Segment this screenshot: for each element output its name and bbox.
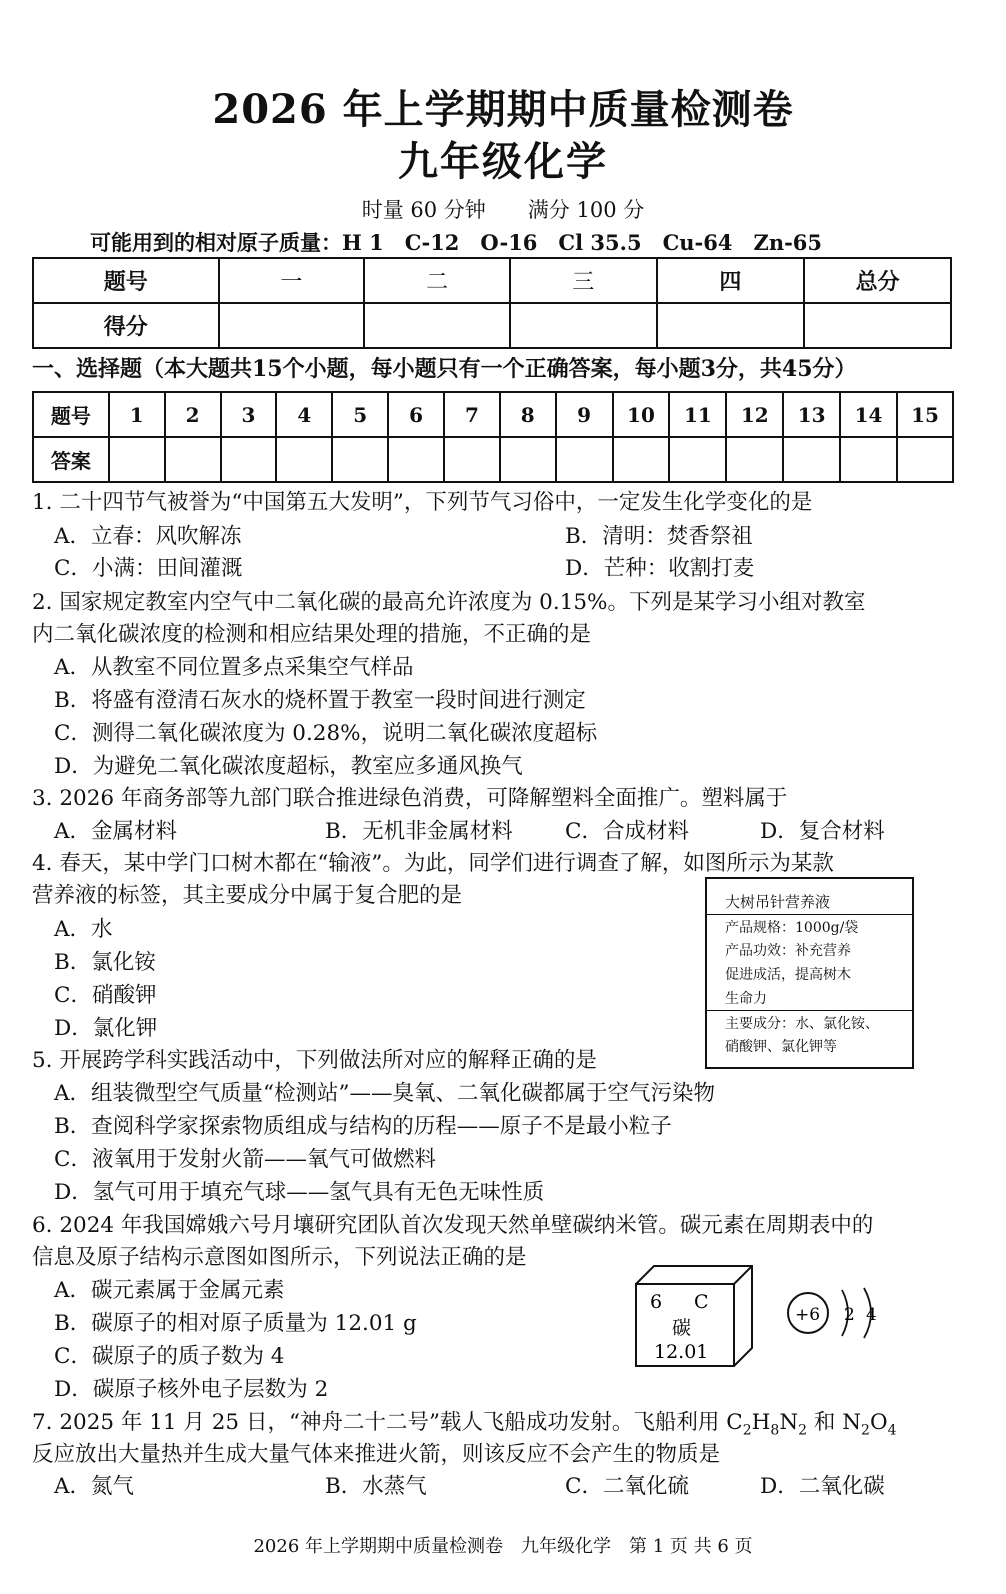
nutrient-label-figure: [705, 877, 914, 1069]
q4-stem-line-2: 营养液的标签，其主要成分中属于复合肥的是: [32, 883, 463, 908]
q5-option-a: A．组装微型空气质量“检测站”——臭氧、二氧化碳都属于空气污染物: [54, 1081, 716, 1106]
answer-input-cell[interactable]: [444, 437, 500, 482]
score-input-cell[interactable]: [804, 303, 951, 348]
answer-header-cell: 题号: [33, 392, 109, 437]
q7-option-c: C．二氧化硫: [565, 1474, 689, 1499]
answer-input-cell[interactable]: [276, 437, 332, 482]
answer-row-label: 答案: [33, 437, 109, 482]
answer-input-cell[interactable]: [109, 437, 165, 482]
nutrient-label-title: 大树吊针营养液: [725, 893, 831, 911]
answer-input-cell[interactable]: [840, 437, 897, 482]
q3-option-a: A．金属材料: [54, 819, 178, 844]
answer-header-cell: 8: [500, 392, 556, 437]
formula-subscript: 8: [770, 1422, 780, 1439]
nutrient-label-effect-3: 生命力: [725, 991, 767, 1007]
answer-table-answer-row: [33, 437, 953, 482]
element-name: 碳: [672, 1317, 692, 1339]
answer-header-cell: 12: [726, 392, 783, 437]
score-input-cell[interactable]: [510, 303, 657, 348]
q7-option-b: B．水蒸气: [325, 1474, 427, 1499]
element-symbol: C: [694, 1291, 709, 1313]
answer-input-cell[interactable]: [332, 437, 388, 482]
q1-option-b: B．清明：焚香祭祖: [565, 524, 753, 549]
score-input-cell[interactable]: [219, 303, 365, 348]
answer-header-cell: 1: [109, 392, 165, 437]
formula-subscript: 2: [861, 1422, 870, 1439]
q5-stem: 5. 开展跨学科实践活动中，下列做法所对应的解释正确的是: [32, 1048, 597, 1073]
score-header-cell: 总分: [804, 258, 951, 303]
q2-option-a: A．从教室不同位置多点采集空气样品: [54, 655, 414, 680]
answer-header-cell: 5: [332, 392, 388, 437]
score-table: [32, 257, 952, 349]
q4-option-b: B．氯化铵: [54, 950, 156, 975]
exam-title: 2026 年上学期期中质量检测卷: [212, 86, 794, 133]
answer-table-header-row: [33, 392, 953, 437]
time-score-line: 时量 60 分钟 满分 100 分: [361, 198, 645, 222]
answer-header-cell: 10: [613, 392, 670, 437]
q2-option-b: B．将盛有澄清石灰水的烧杯置于教室一段时间进行测定: [54, 688, 586, 713]
answer-header-cell: 11: [669, 392, 726, 437]
carbon-atom-structure-diagram: [780, 1282, 890, 1352]
q3-option-c: C．合成材料: [565, 819, 689, 844]
score-table-header-row: [33, 258, 951, 303]
q6-option-b: B．碳原子的相对原子质量为 12.01 g: [54, 1311, 417, 1336]
q2-stem-line-1: 2. 国家规定教室内空气中二氧化碳的最高允许浓度为 0.15%。下列是某学习小组对教室: [32, 590, 866, 615]
q5-option-d: D．氢气可用于填充气球——氢气具有无色无味性质: [54, 1180, 545, 1205]
q4-option-c: C．硝酸钾: [54, 983, 157, 1008]
electron-shell-2-count: 4: [866, 1305, 877, 1325]
formula-subscript: 4: [887, 1422, 897, 1439]
q3-stem: 3. 2026 年商务部等九部门联合推进绿色消费，可降解塑料全面推广。塑料属于: [32, 786, 788, 811]
formula-element: H: [751, 1410, 771, 1435]
element-atomic-number: 6: [650, 1291, 663, 1313]
q1-option-d: D．芒种：收割打麦: [565, 556, 755, 581]
nutrient-label-ingredients-1: 主要成分：水、氯化铵、: [725, 1016, 879, 1032]
label-divider: [707, 1010, 912, 1011]
nutrient-label-ingredients-2: 硝酸钾、氯化钾等: [725, 1039, 837, 1055]
nutrient-label-effect-1: 产品功效：补充营养: [725, 943, 851, 959]
answer-table: [32, 391, 954, 483]
label-divider: [707, 914, 912, 915]
q3-option-d: D．复合材料: [760, 819, 885, 844]
answer-header-cell: 2: [165, 392, 221, 437]
q6-option-d: D．碳原子核外电子层数为 2: [54, 1377, 329, 1402]
q4-option-d: D．氯化钾: [54, 1016, 158, 1041]
answer-input-cell[interactable]: [726, 437, 783, 482]
q4-option-a: A．水: [54, 917, 113, 942]
q7-option-d: D．二氧化碳: [760, 1474, 885, 1499]
answer-input-cell[interactable]: [556, 437, 613, 482]
answer-input-cell[interactable]: [388, 437, 444, 482]
q1-option-a: A．立春：风吹解冻: [54, 524, 242, 549]
formula-element: O: [869, 1410, 888, 1435]
element-relative-mass: 12.01: [654, 1341, 709, 1363]
q1-option-c: C．小满：田间灌溉: [54, 556, 243, 581]
q5-option-b: B．查阅科学家探索物质组成与结构的历程——原子不是最小粒子: [54, 1114, 672, 1139]
q6-option-c: C．碳原子的质子数为 4: [54, 1344, 285, 1369]
electron-shell-1-count: 2: [844, 1305, 855, 1325]
atomic-masses-line: 可能用到的相对原子质量：H 1 C-12 O-16 Cl 35.5 Cu-64 Zn-65: [90, 230, 823, 255]
q3-option-b: B．无机非金属材料: [325, 819, 513, 844]
q2-option-c: C．测得二氧化碳浓度为 0.28%，说明二氧化碳浓度超标: [54, 721, 598, 746]
answer-input-cell[interactable]: [669, 437, 726, 482]
formula-element: N: [779, 1410, 799, 1435]
score-input-cell[interactable]: [364, 303, 510, 348]
q1-stem: 1. 二十四节气被誉为“中国第五大发明”，下列节气习俗中，一定发生化学变化的是: [32, 490, 813, 515]
q6-stem-line-1: 6. 2024 年我国嫦娥六号月壤研究团队首次发现天然单壁碳纳米管。碳元素在周期表中的: [32, 1213, 874, 1238]
section-1-title: 一、选择题（本大题共15个小题，每小题只有一个正确答案，每小题3分，共45分）: [32, 356, 857, 382]
q7-stem-line-2: 反应放出大量热并生成大量气体来推进火箭，则该反应不会产生的物质是: [32, 1442, 721, 1467]
score-table-score-row: [33, 303, 951, 348]
score-header-cell: 二: [364, 258, 510, 303]
q6-stem-line-2: 信息及原子结构示意图如图所示，下列说法正确的是: [32, 1245, 527, 1270]
formula-subscript: 2: [798, 1422, 808, 1439]
score-row-label: 得分: [33, 303, 219, 348]
carbon-element-cell: [630, 1262, 760, 1372]
nutrient-label-spec: 产品规格：1000g/袋: [725, 920, 859, 936]
q2-stem-line-2: 内二氧化碳浓度的检测和相应结果处理的措施，不正确的是: [32, 622, 592, 647]
answer-header-cell: 9: [556, 392, 613, 437]
q7-stem-text: 7. 2025 年 11 月 25 日，“神舟二十二号”载人飞船成功发射。飞船利用 C: [32, 1410, 743, 1435]
formula-subscript: 2: [742, 1422, 752, 1439]
q2-option-d: D．为避免二氧化碳浓度超标，教室应多通风换气: [54, 754, 523, 779]
page-footer: 2026 年上学期期中质量检测卷 九年级化学 第 1 页 共 6 页: [253, 1536, 753, 1557]
score-header-cell: 一: [219, 258, 365, 303]
answer-header-cell: 3: [221, 392, 277, 437]
answer-header-cell: 15: [897, 392, 953, 437]
q6-option-a: A．碳元素属于金属元素: [54, 1278, 285, 1303]
score-header-cell: 三: [510, 258, 657, 303]
nucleus-charge: +6: [795, 1305, 821, 1325]
answer-input-cell[interactable]: [897, 437, 953, 482]
q7-stem-line-1: [32, 1405, 897, 1438]
q4-stem-line-1: 4. 春天，某中学门口树木都在“输液”。为此，同学们进行调查了解，如图所示为某款: [32, 851, 834, 876]
score-header-cell: 题号: [33, 258, 219, 303]
nutrient-label-effect-2: 促进成活，提高树木: [725, 967, 851, 983]
answer-header-cell: 4: [276, 392, 332, 437]
score-input-cell[interactable]: [657, 303, 805, 348]
answer-input-cell[interactable]: [165, 437, 221, 482]
answer-input-cell[interactable]: [500, 437, 556, 482]
answer-input-cell[interactable]: [613, 437, 670, 482]
answer-header-cell: 13: [783, 392, 840, 437]
answer-header-cell: 6: [388, 392, 444, 437]
exam-subject: 九年级化学: [398, 138, 608, 185]
answer-header-cell: 7: [444, 392, 500, 437]
score-header-cell: 四: [657, 258, 805, 303]
answer-header-cell: 14: [840, 392, 897, 437]
q7-stem-text: 和 N: [807, 1410, 862, 1435]
answer-input-cell[interactable]: [783, 437, 840, 482]
q5-option-c: C．液氧用于发射火箭——氧气可做燃料: [54, 1147, 436, 1172]
q7-option-a: A．氮气: [54, 1474, 135, 1499]
answer-input-cell[interactable]: [221, 437, 277, 482]
